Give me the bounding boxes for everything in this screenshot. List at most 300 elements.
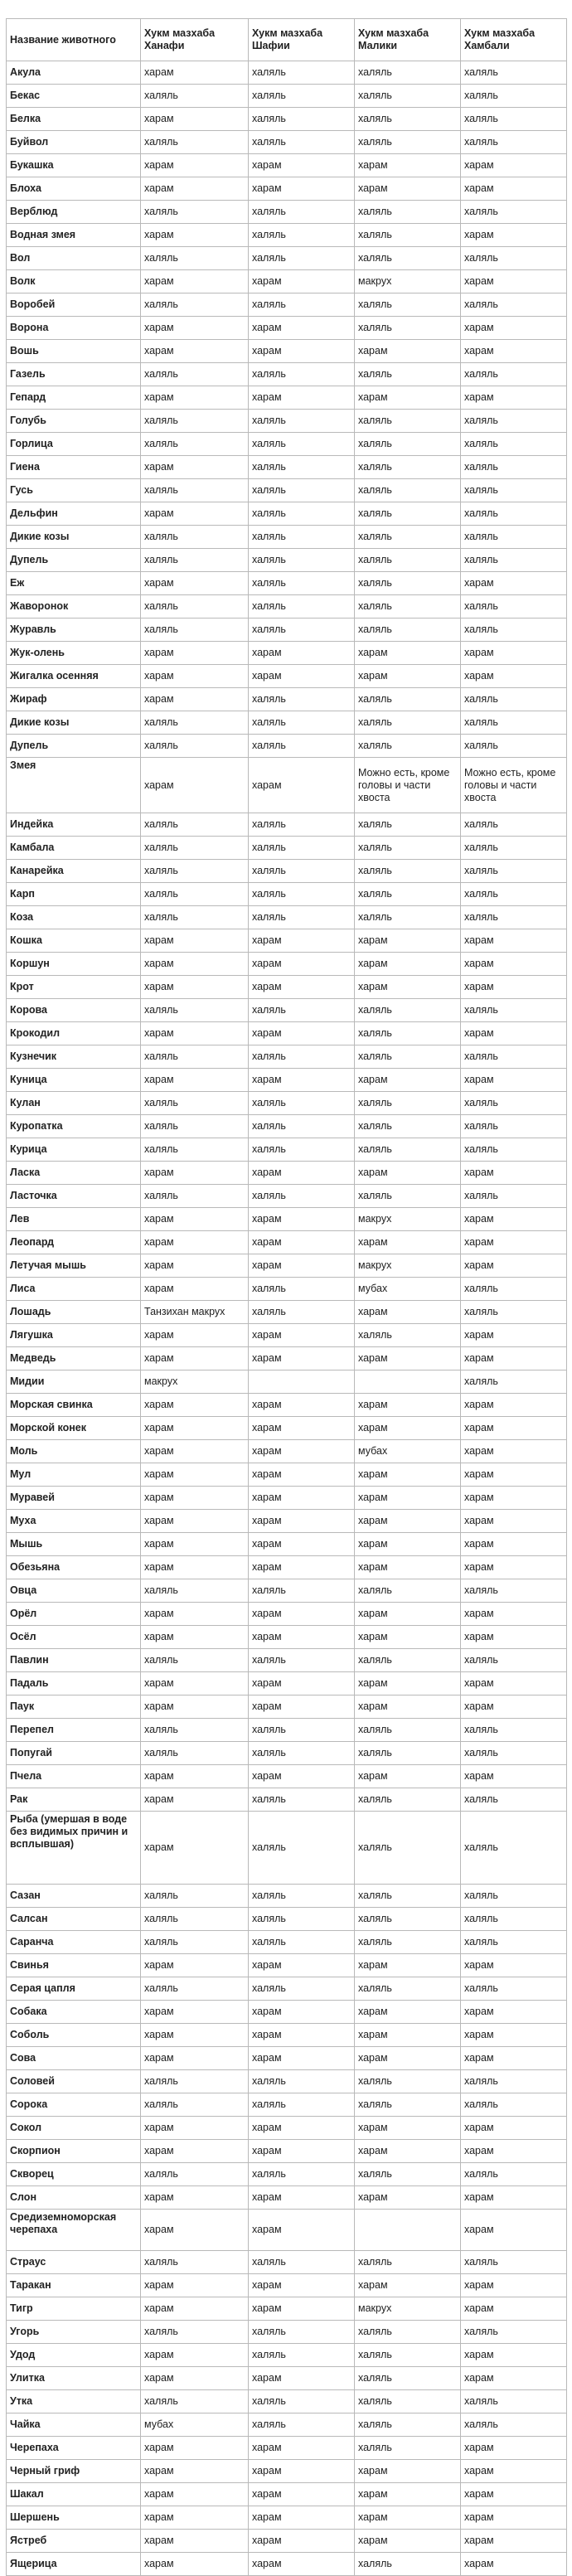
cell-animal-name: Скорпион: [7, 2140, 141, 2163]
cell-hanafi: халяль: [141, 85, 249, 108]
cell-hanafi: халяль: [141, 247, 249, 270]
table-row: [7, 1487, 567, 1510]
cell-animal-name: Соловей: [7, 2070, 141, 2093]
table-row: [7, 1579, 567, 1603]
cell-hanbali: харам: [461, 1162, 567, 1185]
cell-animal-name: Жаворонок: [7, 595, 141, 619]
cell-shafii: харам: [249, 2297, 355, 2321]
cell-hanbali: харам: [461, 2506, 567, 2530]
table-row: [7, 1069, 567, 1092]
cell-animal-name: Еж: [7, 572, 141, 595]
cell-hanbali: харам: [461, 1022, 567, 1045]
cell-hanafi: харам: [141, 2367, 249, 2390]
header-hanbali: Хукм мазхаба Хамбали: [461, 19, 567, 61]
cell-animal-name: Канарейка: [7, 860, 141, 883]
cell-maliki: халяль: [355, 1649, 461, 1672]
cell-animal-name: Воробей: [7, 293, 141, 317]
cell-hanafi: харам: [141, 2140, 249, 2163]
cell-animal-name: Шакал: [7, 2483, 141, 2506]
cell-hanafi: харам: [141, 1440, 249, 1463]
cell-maliki: харам: [355, 154, 461, 177]
table-header-row: [7, 19, 567, 61]
cell-shafii: халяль: [249, 2251, 355, 2274]
cell-animal-name: Змея: [7, 758, 141, 813]
cell-animal-name: Скворец: [7, 2163, 141, 2186]
table-row: [7, 595, 567, 619]
cell-hanafi: халяль: [141, 479, 249, 502]
cell-maliki: харам: [355, 1069, 461, 1092]
cell-shafii: харам: [249, 2047, 355, 2070]
cell-hanafi: харам: [141, 1162, 249, 1185]
cell-animal-name: Паук: [7, 1696, 141, 1719]
cell-hanafi: халяль: [141, 1185, 249, 1208]
cell-hanbali: халяль: [461, 711, 567, 735]
table-row: [7, 2367, 567, 2390]
cell-animal-name: Черный гриф: [7, 2460, 141, 2483]
cell-hanafi: харам: [141, 1487, 249, 1510]
cell-shafii: халяль: [249, 688, 355, 711]
cell-maliki: халяль: [355, 526, 461, 549]
cell-hanbali: халяль: [461, 85, 567, 108]
cell-animal-name: Серая цапля: [7, 1977, 141, 2001]
cell-maliki: халяль: [355, 735, 461, 758]
cell-hanafi: харам: [141, 1417, 249, 1440]
cell-maliki: халяль: [355, 2367, 461, 2390]
cell-animal-name: Гепард: [7, 386, 141, 410]
cell-maliki: халяль: [355, 2070, 461, 2093]
cell-animal-name: Лиса: [7, 1278, 141, 1301]
cell-maliki: харам: [355, 1231, 461, 1254]
cell-hanafi: харам: [141, 1069, 249, 1092]
table-row: [7, 479, 567, 502]
cell-hanbali: халяль: [461, 1649, 567, 1672]
table-row: [7, 2210, 567, 2251]
cell-shafii: халяль: [249, 837, 355, 860]
table-row: [7, 317, 567, 340]
header-animal-name: Название животного: [7, 19, 141, 61]
cell-hanafi: халяль: [141, 1092, 249, 1115]
cell-animal-name: Овца: [7, 1579, 141, 1603]
table-row: [7, 1045, 567, 1069]
cell-animal-name: Лошадь: [7, 1301, 141, 1324]
cell-shafii: халяль: [249, 1719, 355, 1742]
table-row: [7, 2553, 567, 2576]
cell-maliki: халяль: [355, 1788, 461, 1812]
table-row: [7, 1812, 567, 1885]
cell-shafii: халяль: [249, 572, 355, 595]
cell-shafii: халяль: [249, 410, 355, 433]
cell-hanafi: халяль: [141, 813, 249, 837]
table-row: [7, 340, 567, 363]
cell-shafii: халяль: [249, 1045, 355, 1069]
cell-hanbali: харам: [461, 1765, 567, 1788]
cell-maliki: макрух: [355, 1208, 461, 1231]
cell-maliki: мубах: [355, 1440, 461, 1463]
table-row: [7, 572, 567, 595]
cell-maliki: харам: [355, 665, 461, 688]
cell-hanafi: халяль: [141, 2070, 249, 2093]
cell-maliki: халяль: [355, 410, 461, 433]
cell-maliki: харам: [355, 1301, 461, 1324]
cell-maliki: харам: [355, 2140, 461, 2163]
cell-animal-name: Гиена: [7, 456, 141, 479]
cell-shafii: халяль: [249, 108, 355, 131]
cell-hanafi: харам: [141, 1788, 249, 1812]
cell-shafii: харам: [249, 2483, 355, 2506]
cell-shafii: харам: [249, 340, 355, 363]
cell-hanbali: харам: [461, 386, 567, 410]
cell-shafii: халяль: [249, 595, 355, 619]
cell-animal-name: Перепел: [7, 1719, 141, 1742]
cell-maliki: халяль: [355, 2344, 461, 2367]
cell-hanbali: харам: [461, 1254, 567, 1278]
table-row: [7, 2047, 567, 2070]
cell-shafii: халяль: [249, 1812, 355, 1885]
cell-animal-name: Жигалка осенняя: [7, 665, 141, 688]
cell-hanafi: харам: [141, 1556, 249, 1579]
cell-animal-name: Водная змея: [7, 224, 141, 247]
cell-maliki: халяль: [355, 1185, 461, 1208]
cell-shafii: харам: [249, 2274, 355, 2297]
cell-animal-name: Павлин: [7, 1649, 141, 1672]
cell-animal-name: Кузнечик: [7, 1045, 141, 1069]
cell-shafii: харам: [249, 1440, 355, 1463]
cell-hanbali: харам: [461, 1487, 567, 1510]
cell-hanbali: харам: [461, 2117, 567, 2140]
cell-hanbali: халяль: [461, 1115, 567, 1138]
cell-hanafi: халяль: [141, 1908, 249, 1931]
table-row: [7, 642, 567, 665]
table-row: [7, 1324, 567, 1347]
cell-animal-name: Газель: [7, 363, 141, 386]
cell-animal-name: Салсан: [7, 1908, 141, 1931]
table-row: [7, 2117, 567, 2140]
cell-hanbali: харам: [461, 1417, 567, 1440]
cell-animal-name: Крокодил: [7, 1022, 141, 1045]
table-row: [7, 1022, 567, 1045]
cell-hanbali: харам: [461, 2210, 567, 2251]
cell-maliki: халяль: [355, 999, 461, 1022]
cell-shafii: харам: [249, 2437, 355, 2460]
cell-animal-name: Камбала: [7, 837, 141, 860]
table-row: [7, 619, 567, 642]
cell-hanbali: халяль: [461, 131, 567, 154]
cell-hanafi: халяль: [141, 2251, 249, 2274]
cell-maliki: халяль: [355, 1092, 461, 1115]
cell-animal-name: Сокол: [7, 2117, 141, 2140]
cell-shafii: халяль: [249, 224, 355, 247]
cell-maliki: халяль: [355, 131, 461, 154]
cell-hanbali: халяль: [461, 502, 567, 526]
cell-hanbali: халяль: [461, 2093, 567, 2117]
cell-hanbali: халяль: [461, 1579, 567, 1603]
cell-shafii: харам: [249, 2460, 355, 2483]
cell-shafii: халяль: [249, 2344, 355, 2367]
cell-hanafi: харам: [141, 1347, 249, 1370]
cell-maliki: халяль: [355, 1742, 461, 1765]
table-row: [7, 247, 567, 270]
table-row: [7, 2483, 567, 2506]
cell-hanbali: харам: [461, 1208, 567, 1231]
cell-shafii: харам: [249, 1347, 355, 1370]
cell-hanafi: харам: [141, 2344, 249, 2367]
table-row: [7, 2274, 567, 2297]
table-row: [7, 711, 567, 735]
cell-maliki: харам: [355, 953, 461, 976]
cell-maliki: халяль: [355, 247, 461, 270]
cell-shafii: харам: [249, 1022, 355, 1045]
cell-animal-name: Жук-олень: [7, 642, 141, 665]
cell-maliki: харам: [355, 1463, 461, 1487]
cell-hanafi: халяль: [141, 999, 249, 1022]
header-hanafi: Хукм мазхаба Ханафи: [141, 19, 249, 61]
cell-shafii: халяль: [249, 1278, 355, 1301]
cell-animal-name: Рыба (умершая в воде без видимых причин и всплывшая): [7, 1812, 141, 1885]
cell-hanafi: халяль: [141, 1115, 249, 1138]
cell-maliki: халяль: [355, 317, 461, 340]
cell-maliki: мубах: [355, 1278, 461, 1301]
cell-animal-name: Сорока: [7, 2093, 141, 2117]
cell-animal-name: Дупель: [7, 735, 141, 758]
cell-hanbali: халяль: [461, 456, 567, 479]
cell-maliki: халяль: [355, 1045, 461, 1069]
cell-hanafi: харам: [141, 1954, 249, 1977]
cell-hanafi: харам: [141, 1022, 249, 1045]
cell-hanbali: халяль: [461, 1977, 567, 2001]
cell-shafii: халяль: [249, 1977, 355, 2001]
cell-hanbali: харам: [461, 1440, 567, 1463]
cell-shafii: харам: [249, 1626, 355, 1649]
cell-animal-name: Морская свинка: [7, 1394, 141, 1417]
cell-hanbali: харам: [461, 1347, 567, 1370]
cell-animal-name: Удод: [7, 2344, 141, 2367]
cell-shafii: харам: [249, 2553, 355, 2576]
cell-maliki: халяль: [355, 201, 461, 224]
cell-shafii: харам: [249, 1603, 355, 1626]
cell-shafii: халяль: [249, 619, 355, 642]
cell-shafii: халяль: [249, 711, 355, 735]
cell-hanafi: мубах: [141, 2413, 249, 2437]
cell-shafii: харам: [249, 270, 355, 293]
cell-maliki: халяль: [355, 363, 461, 386]
cell-shafii: халяль: [249, 363, 355, 386]
cell-maliki: харам: [355, 1626, 461, 1649]
table-row: [7, 386, 567, 410]
table-row: [7, 201, 567, 224]
table-row: [7, 1977, 567, 2001]
cell-animal-name: Гусь: [7, 479, 141, 502]
table-row: [7, 1254, 567, 1278]
cell-hanbali: халяль: [461, 1908, 567, 1931]
cell-shafii: халяль: [249, 813, 355, 837]
cell-hanbali: харам: [461, 1394, 567, 1417]
cell-shafii: харам: [249, 154, 355, 177]
cell-hanbali: халяль: [461, 1185, 567, 1208]
cell-animal-name: Шершень: [7, 2506, 141, 2530]
cell-hanbali: халяль: [461, 1138, 567, 1162]
cell-hanafi: харам: [141, 154, 249, 177]
cell-hanafi: харам: [141, 665, 249, 688]
cell-animal-name: Горлица: [7, 433, 141, 456]
cell-hanafi: халяль: [141, 906, 249, 929]
cell-maliki: харам: [355, 177, 461, 201]
cell-animal-name: Дикие козы: [7, 526, 141, 549]
cell-shafii: халяль: [249, 883, 355, 906]
table-row: [7, 526, 567, 549]
cell-maliki: харам: [355, 1487, 461, 1510]
table-row: [7, 1278, 567, 1301]
cell-animal-name: Дельфин: [7, 502, 141, 526]
table-row: [7, 1162, 567, 1185]
cell-hanbali: харам: [461, 154, 567, 177]
cell-animal-name: Сова: [7, 2047, 141, 2070]
cell-maliki: халяль: [355, 433, 461, 456]
cell-maliki: харам: [355, 2047, 461, 2070]
table-row: [7, 410, 567, 433]
cell-animal-name: Голубь: [7, 410, 141, 433]
cell-shafii: харам: [249, 665, 355, 688]
cell-animal-name: Муравей: [7, 1487, 141, 1510]
cell-hanafi: харам: [141, 340, 249, 363]
animals-ruling-table: [6, 18, 567, 2576]
cell-shafii: халяль: [249, 1301, 355, 1324]
cell-hanbali: халяль: [461, 906, 567, 929]
table-row: [7, 61, 567, 85]
cell-hanbali: халяль: [461, 1812, 567, 1885]
cell-maliki: халяль: [355, 2390, 461, 2413]
table-row: [7, 906, 567, 929]
cell-animal-name: Ворона: [7, 317, 141, 340]
table-row: [7, 1510, 567, 1533]
cell-shafii: халяль: [249, 502, 355, 526]
table-row: [7, 1417, 567, 1440]
cell-shafii: харам: [249, 386, 355, 410]
cell-hanbali: халяль: [461, 526, 567, 549]
table-row: [7, 1208, 567, 1231]
cell-shafii: халяль: [249, 1908, 355, 1931]
cell-maliki: харам: [355, 1954, 461, 1977]
table-row: [7, 1954, 567, 1977]
cell-maliki: халяль: [355, 711, 461, 735]
cell-hanafi: харам: [141, 1394, 249, 1417]
cell-animal-name: Средиземноморская черепаха: [7, 2210, 141, 2251]
table-row: [7, 1626, 567, 1649]
table-row: [7, 735, 567, 758]
cell-hanbali: халяль: [461, 1742, 567, 1765]
cell-animal-name: Летучая мышь: [7, 1254, 141, 1278]
cell-animal-name: Пчела: [7, 1765, 141, 1788]
table-row: [7, 131, 567, 154]
cell-maliki: харам: [355, 2483, 461, 2506]
cell-maliki: халяль: [355, 1931, 461, 1954]
cell-hanbali: халяль: [461, 1788, 567, 1812]
cell-hanafi: халяль: [141, 2093, 249, 2117]
cell-hanbali: харам: [461, 1696, 567, 1719]
cell-maliki: харам: [355, 1533, 461, 1556]
cell-maliki: халяль: [355, 502, 461, 526]
cell-maliki: харам: [355, 340, 461, 363]
cell-hanbali: харам: [461, 2460, 567, 2483]
cell-animal-name: Соболь: [7, 2024, 141, 2047]
cell-hanbali: харам: [461, 224, 567, 247]
cell-animal-name: Улитка: [7, 2367, 141, 2390]
cell-shafii: халяль: [249, 247, 355, 270]
cell-animal-name: Саранча: [7, 1931, 141, 1954]
cell-hanafi: харам: [141, 953, 249, 976]
table-row: [7, 1885, 567, 1908]
cell-maliki: харам: [355, 1603, 461, 1626]
cell-animal-name: Жираф: [7, 688, 141, 711]
table-row: [7, 1908, 567, 1931]
cell-animal-name: Кошка: [7, 929, 141, 953]
cell-hanbali: халяль: [461, 735, 567, 758]
cell-hanbali: харам: [461, 2186, 567, 2210]
cell-hanbali: харам: [461, 2047, 567, 2070]
cell-shafii: харам: [249, 758, 355, 813]
cell-animal-name: Страус: [7, 2251, 141, 2274]
header-maliki: Хукм мазхаба Малики: [355, 19, 461, 61]
table-row: [7, 2251, 567, 2274]
cell-shafii: халяль: [249, 2163, 355, 2186]
cell-shafii: харам: [249, 929, 355, 953]
cell-maliki: халяль: [355, 2163, 461, 2186]
cell-hanbali: халяль: [461, 1719, 567, 1742]
table-row: [7, 2460, 567, 2483]
cell-hanbali: харам: [461, 1603, 567, 1626]
cell-animal-name: Верблюд: [7, 201, 141, 224]
cell-maliki: халяль: [355, 1022, 461, 1045]
cell-maliki: халяль: [355, 1579, 461, 1603]
cell-shafii: харам: [249, 1417, 355, 1440]
cell-hanbali: харам: [461, 2024, 567, 2047]
cell-maliki: макрух: [355, 2297, 461, 2321]
cell-hanafi: харам: [141, 2024, 249, 2047]
table-row: [7, 1347, 567, 1370]
cell-maliki: харам: [355, 1394, 461, 1417]
table-row: [7, 85, 567, 108]
cell-shafii: халяль: [249, 61, 355, 85]
cell-hanbali: халяль: [461, 860, 567, 883]
cell-animal-name: Куница: [7, 1069, 141, 1092]
table-row: [7, 1742, 567, 1765]
cell-maliki: харам: [355, 1162, 461, 1185]
cell-shafii: халяль: [249, 201, 355, 224]
cell-animal-name: Угорь: [7, 2321, 141, 2344]
cell-hanbali: халяль: [461, 1931, 567, 1954]
cell-hanafi: харам: [141, 1463, 249, 1487]
cell-hanbali: халяль: [461, 549, 567, 572]
cell-maliki: халяль: [355, 1885, 461, 1908]
cell-hanafi: халяль: [141, 883, 249, 906]
cell-hanbali: халяль: [461, 2251, 567, 2274]
cell-animal-name: Курица: [7, 1138, 141, 1162]
cell-hanafi: харам: [141, 1672, 249, 1696]
cell-shafii: харам: [249, 1556, 355, 1579]
cell-animal-name: Обезьяна: [7, 1556, 141, 1579]
cell-shafii: харам: [249, 1672, 355, 1696]
cell-hanafi: харам: [141, 572, 249, 595]
cell-maliki: халяль: [355, 813, 461, 837]
table-row: [7, 154, 567, 177]
cell-maliki: харам: [355, 1347, 461, 1370]
cell-hanbali: халяль: [461, 363, 567, 386]
cell-maliki: харам: [355, 386, 461, 410]
cell-shafii: харам: [249, 642, 355, 665]
cell-shafii: харам: [249, 1533, 355, 1556]
cell-maliki: халяль: [355, 224, 461, 247]
table-row: [7, 1649, 567, 1672]
table-row: [7, 758, 567, 813]
